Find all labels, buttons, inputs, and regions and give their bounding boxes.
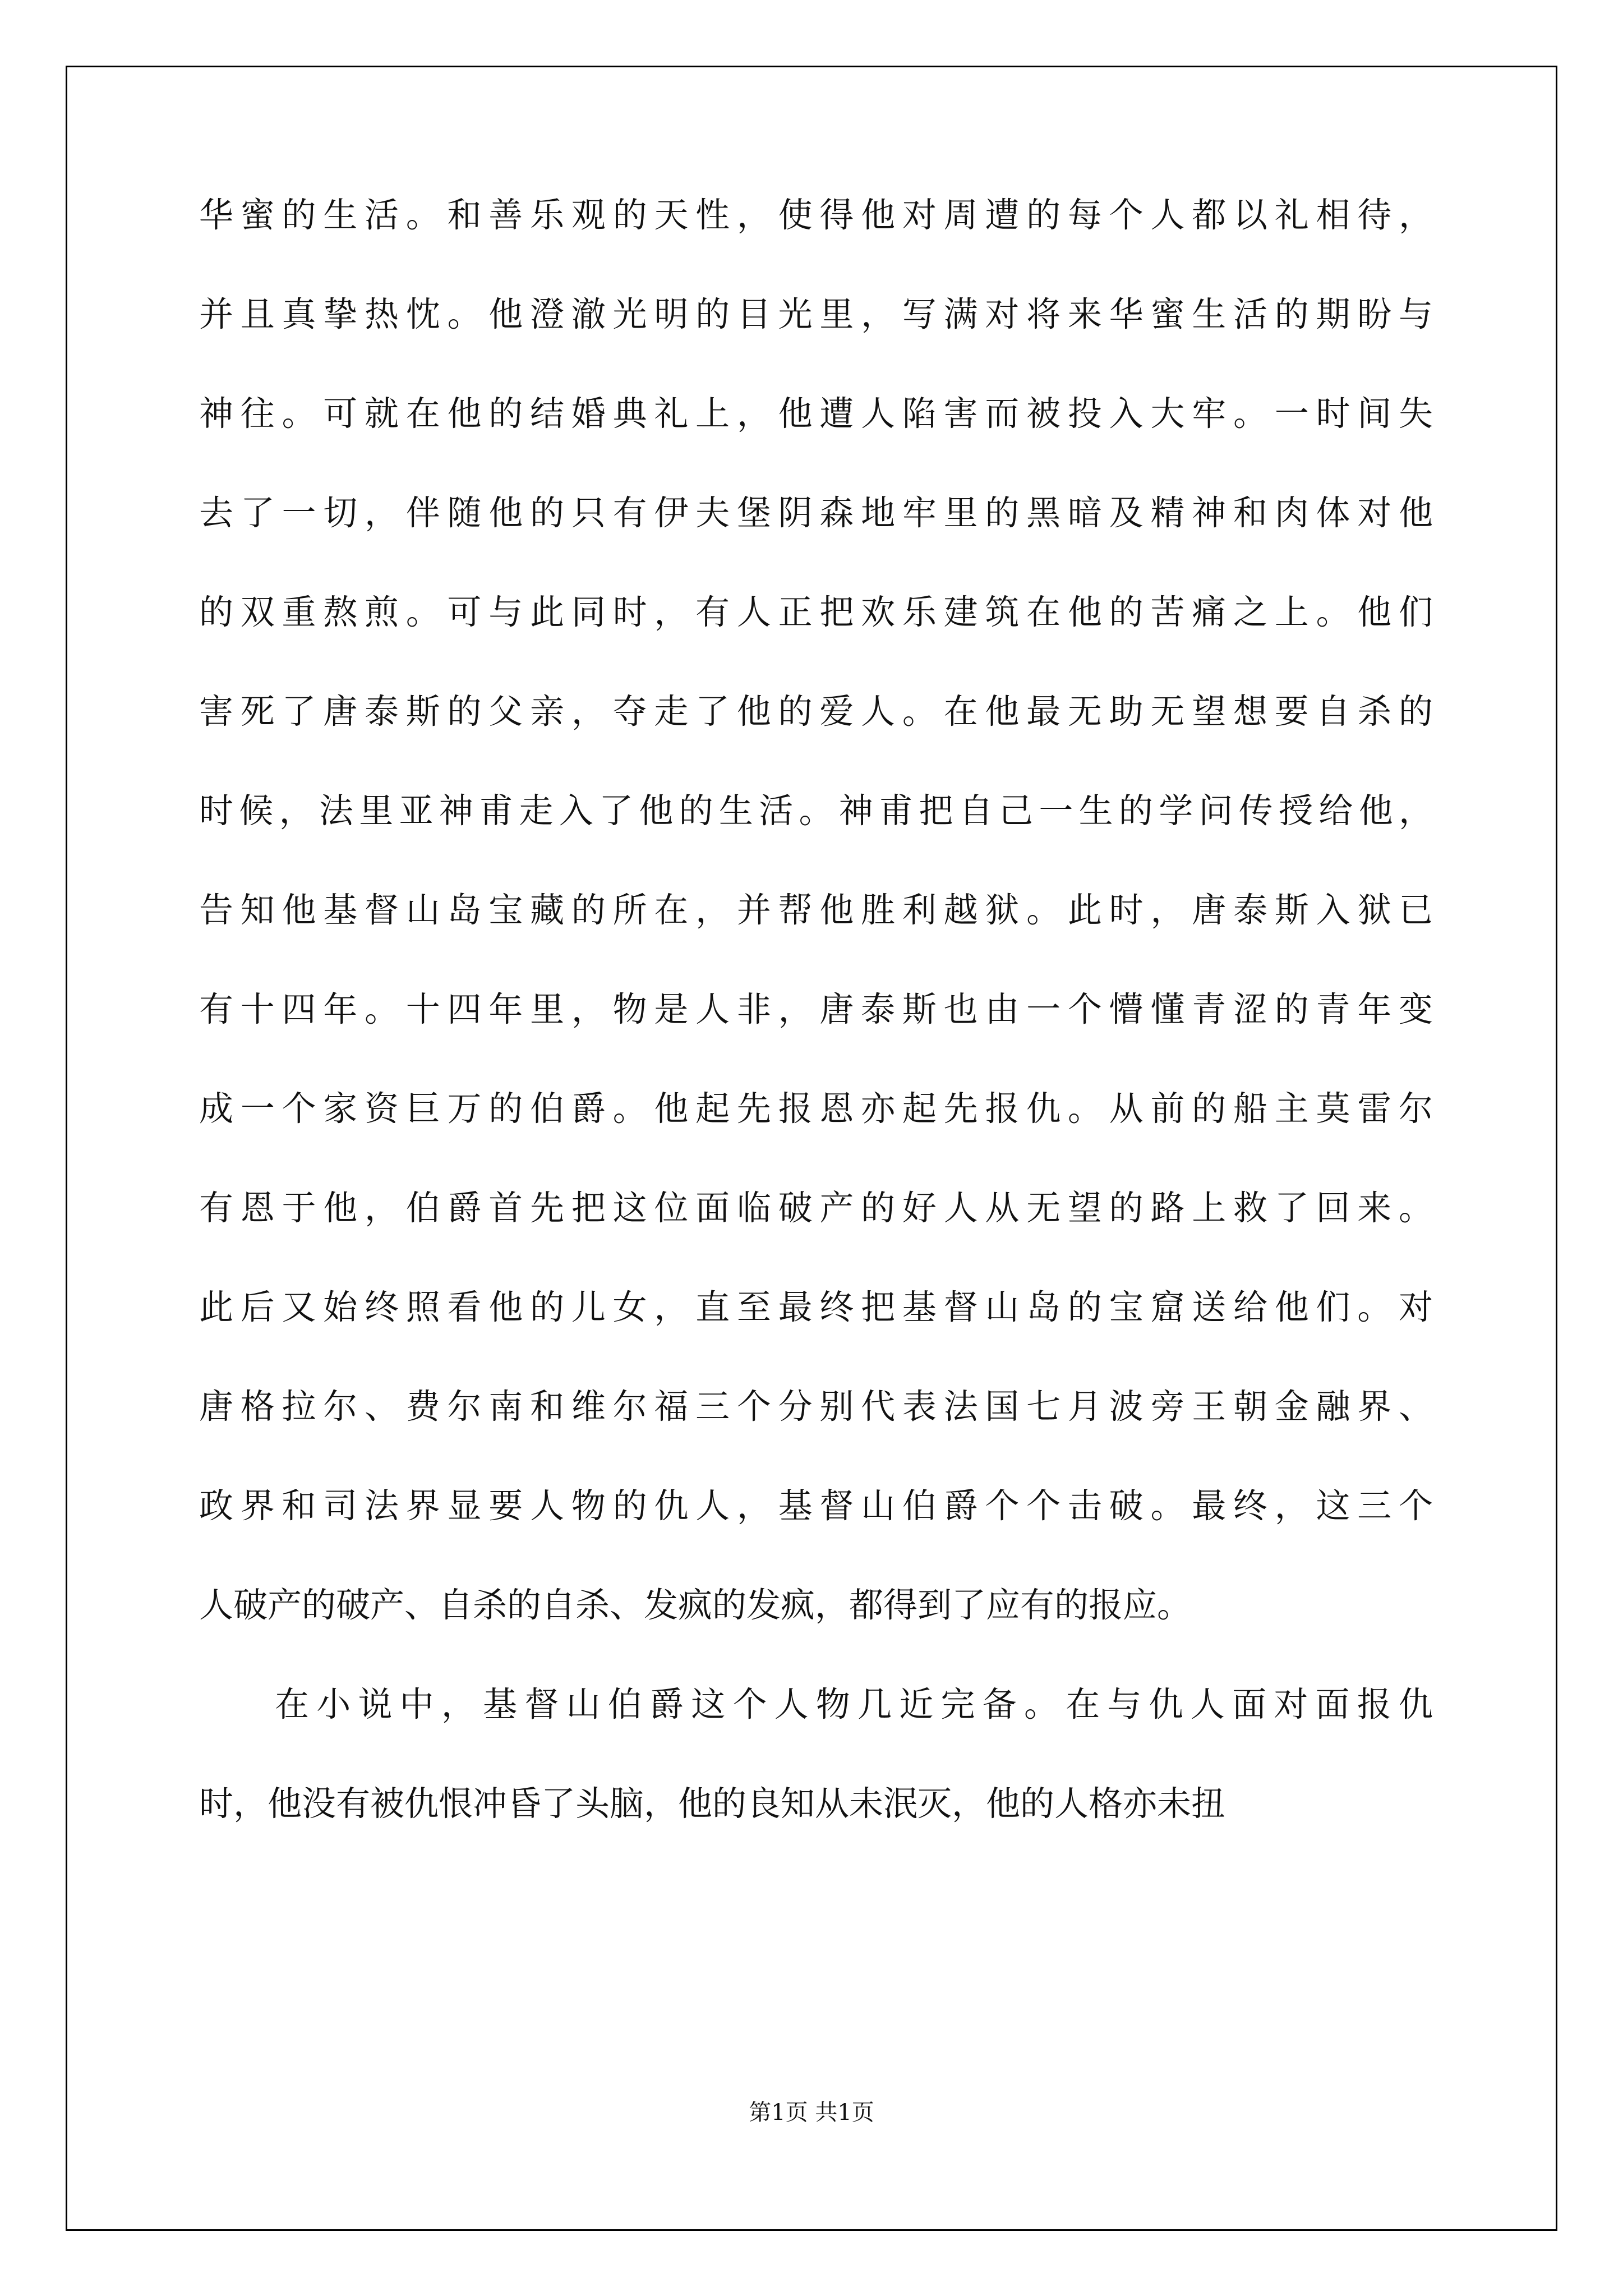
text-line: 并且真挚热忱。他澄澈光明的目光里，写满对将来华蜜生活的期盼与 xyxy=(199,295,1433,334)
page-footer: 第1页 共1页 xyxy=(749,2100,874,2125)
text-line: 神往。可就在他的结婚典礼上，他遭人陷害而被投入大牢。一时间失 xyxy=(199,394,1433,434)
paragraph xyxy=(199,1655,1433,1853)
document-body xyxy=(199,165,1433,1853)
text-line: 有恩于他，伯爵首先把这位面临破产的好人从无望的路上救了回来。 xyxy=(199,1188,1433,1228)
paragraph xyxy=(199,165,1433,1655)
text-line: 时，他没有被仇恨冲昏了头脑，他的良知从未泯灭，他的人格亦未扭 xyxy=(199,1784,1226,1824)
text-line: 害死了唐泰斯的父亲，夺走了他的爱人。在他最无助无望想要自杀的 xyxy=(199,692,1433,731)
text-line: 在小说中，基督山伯爵这个人物几近完备。在与仇人面对面报仇 xyxy=(275,1685,1433,1724)
text-line: 有十四年。十四年里，物是人非，唐泰斯也由一个懵懂青涩的青年变 xyxy=(199,990,1433,1029)
text-line: 时候，法里亚神甫走入了他的生活。神甫把自己一生的学问传授给他， xyxy=(199,791,1433,831)
text-line: 去了一切，伴随他的只有伊夫堡阴森地牢里的黑暗及精神和肉体对他 xyxy=(199,493,1433,533)
text-line: 人破产的破产、自杀的自杀、发疯的发疯，都得到了应有的报应。 xyxy=(199,1585,1192,1625)
text-line: 成一个家资巨万的伯爵。他起先报恩亦起先报仇。从前的船主莫雷尔 xyxy=(199,1089,1433,1129)
text-line: 的双重熬煎。可与此同时，有人正把欢乐建筑在他的苦痛之上。他们 xyxy=(199,592,1433,632)
text-line: 此后又始终照看他的儿女，直至最终把基督山岛的宝窟送给他们。对 xyxy=(199,1287,1433,1327)
text-line: 政界和司法界显要人物的仇人，基督山伯爵个个击破。最终，这三个 xyxy=(199,1486,1433,1526)
text-line: 告知他基督山岛宝藏的所在，并帮他胜利越狱。此时，唐泰斯入狱已 xyxy=(199,890,1433,930)
text-line: 华蜜的生活。和善乐观的天性，使得他对周遭的每个人都以礼相待， xyxy=(199,195,1433,235)
text-line: 唐格拉尔、费尔南和维尔福三个分别代表法国七月波旁王朝金融界、 xyxy=(199,1387,1433,1427)
